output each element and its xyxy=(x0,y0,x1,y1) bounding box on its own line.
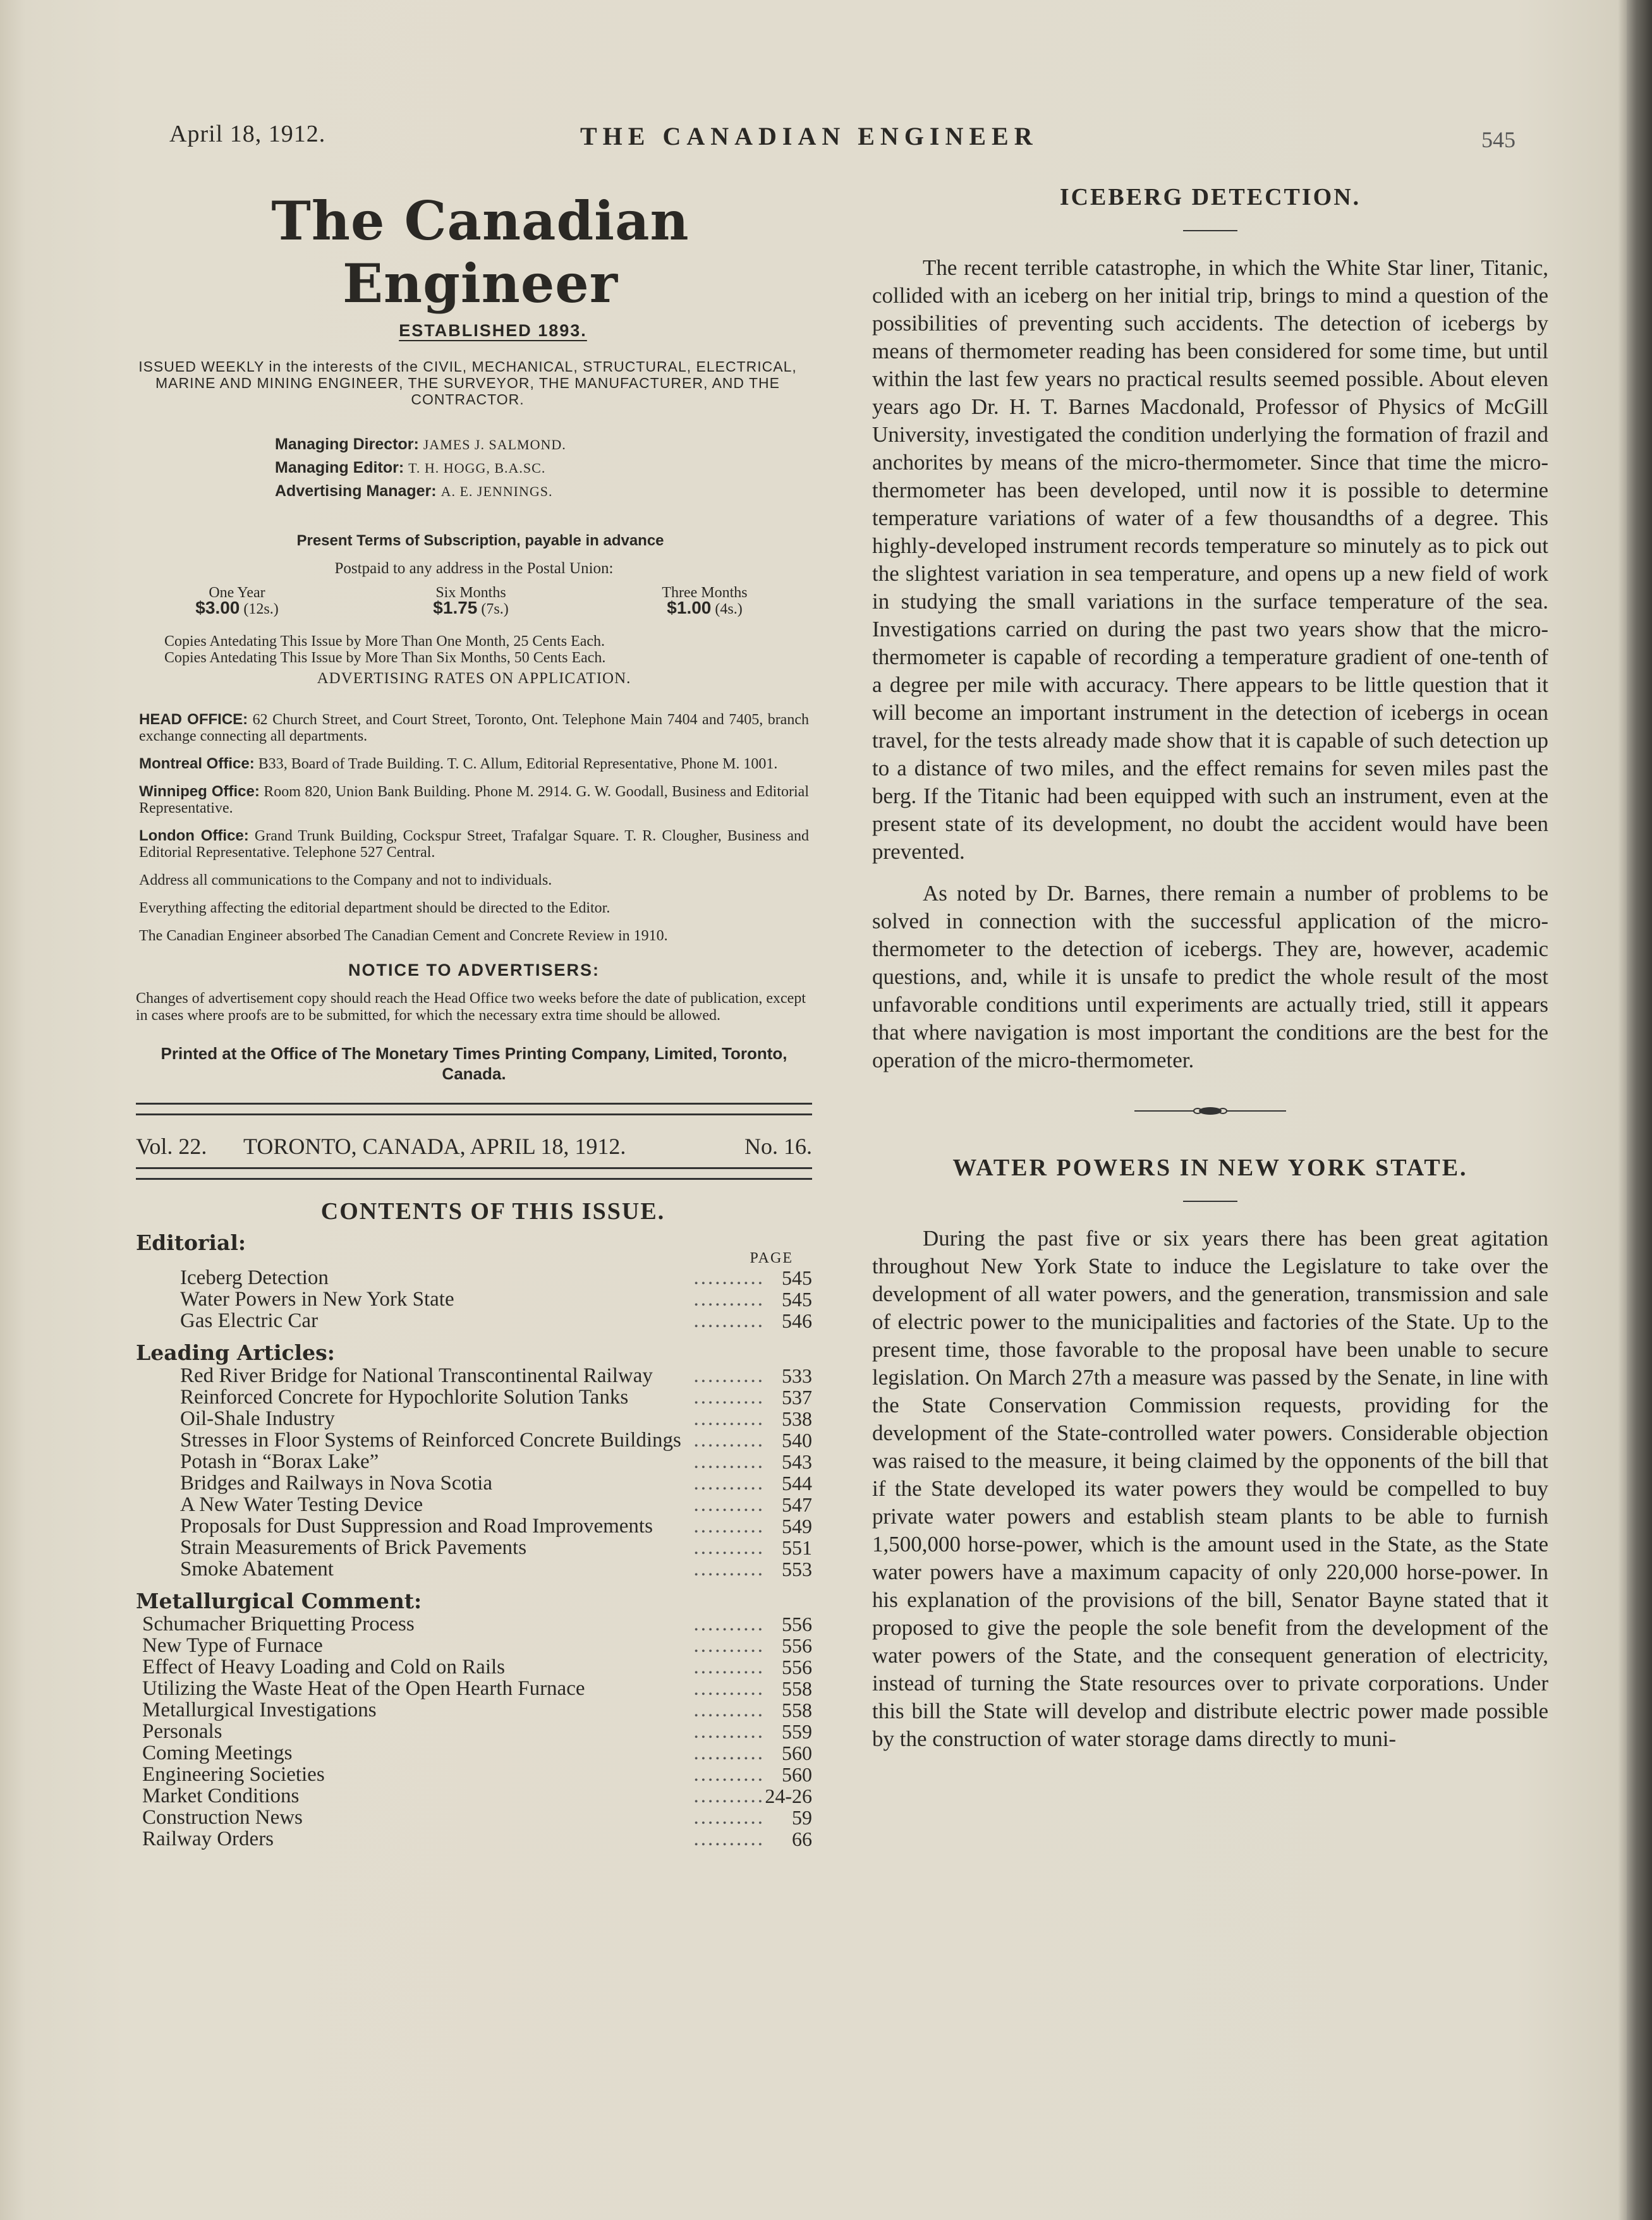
toc-leader-dots: .......... xyxy=(693,1742,765,1764)
copies-line: Copies Antedating This Issue by More Than One Month, 25 Cents Each. xyxy=(164,633,605,650)
office-list xyxy=(139,712,809,944)
toc-entry-page: 558 xyxy=(782,1699,812,1721)
price-three-months xyxy=(629,585,780,617)
price-value: $3.00 xyxy=(195,598,240,617)
toc-entry-title: Potash in “Borax Lake” xyxy=(180,1450,379,1473)
toc-entry-page: 547 xyxy=(782,1493,812,1516)
toc-entry xyxy=(142,1742,812,1764)
running-head xyxy=(169,120,1515,158)
staff-name: A. E. JENNINGS. xyxy=(440,483,553,499)
staff-list xyxy=(275,433,812,503)
toc-entry-page: 560 xyxy=(782,1742,812,1764)
office-entry xyxy=(139,900,809,916)
toc-entry-page: 540 xyxy=(782,1429,812,1452)
issue-number: No. 16. xyxy=(744,1134,812,1159)
advertising-rates: ADVERTISING RATES ON APPLICATION. xyxy=(317,670,631,687)
toc-entry xyxy=(180,1408,812,1429)
article-heading-water-powers: WATER POWERS IN NEW YORK STATE. xyxy=(952,1155,1468,1181)
toc-entry xyxy=(142,1635,812,1656)
masthead-title: The Canadian Engineer xyxy=(271,190,689,315)
toc-leader-dots: .......... xyxy=(693,1677,765,1700)
postpaid-line: Postpaid to any address in the Postal Union: xyxy=(334,560,614,577)
price-one-year xyxy=(174,585,300,617)
subscription-heading: Present Terms of Subscription, payable in advance xyxy=(296,532,664,549)
notice-heading: NOTICE TO ADVERTISERS: xyxy=(348,961,600,980)
toc-entry-title: Bridges and Railways in Nova Scotia xyxy=(180,1472,493,1495)
toc-entry xyxy=(142,1807,812,1828)
volume-number: Vol. 22. xyxy=(136,1134,207,1159)
issued-statement: ISSUED WEEKLY in the interests of the CIVIL, MECHANICAL, STRUCTURAL, ELECTRICAL, MARINE AND MINING ENGINEER, THE SURVEYOR, THE MANUFACTURER, AND THE CONTRACTOR. xyxy=(138,358,797,408)
toc-entry-title: Utilizing the Waste Heat of the Open Hearth Furnace xyxy=(142,1677,585,1700)
toc-entry-title: A New Water Testing Device xyxy=(180,1493,423,1516)
staff-row xyxy=(275,480,812,503)
paragraph: During the past five or six years there has been great agitation throughout New York State to induce the Legislature to take over the development of all water powers, and the generation, transmission and sale of electric power to the municipalities and factories of the State. Up to the present time, those favorable to the proposal have been unable to secure legislation. On March 27th a measure was passed by the Senate, in line with the State Conservation Commission requests, providing for the development of the State-controlled water powers. Considerable objection was raised to the measure, it being claimed by the opponents of the bill that if the State developed its water powers they would be compelled to buy private water powers and establish steam plants to be able to furnish 1,500,000 horse-power, which is the amount used in the State, as the State water powers have a maximum capacity of only 220,000 horse-power. In his explanation of the provisions of the bill, Senator Bayne stated that it proposed to give the people the sole benefit from the development of the water powers of the State, and the consequent generation of electricity, instead of turning the State resources over to private corporations. Under this bill the State will develop and distribute electric power made possible by the construction of water storage dams directly to muni- xyxy=(872,1226,1548,1751)
copies-line: Copies Antedating This Issue by More Than Six Months, 50 Cents Each. xyxy=(164,650,606,666)
toc-entry xyxy=(142,1721,812,1742)
toc-section-metallurgical: Metallurgical Comment: xyxy=(136,1589,422,1613)
article-body-iceberg xyxy=(872,254,1548,1074)
toc-page-header: PAGE xyxy=(750,1250,793,1266)
toc-entry-page: 545 xyxy=(782,1288,812,1311)
price-value: $1.75 xyxy=(433,598,478,617)
toc-entry-page: 545 xyxy=(782,1266,812,1289)
toc-entry xyxy=(180,1429,812,1451)
office-label: Montreal Office: xyxy=(139,755,255,772)
paragraph: As noted by Dr. Barnes, there remain a number of problems to be solved in connection with the successful application of the micro-thermometer to the detection of icebergs. They are, however, academic questions, and, while it is unsafe to predict the whole result of the most unfavorable conditions until experiments are actually tried, still it appears that where navigation is most important the conditions are the best for the operation of the micro-thermometer. xyxy=(872,881,1548,1072)
toc-leader-dots: .......... xyxy=(693,1493,765,1516)
toc-entry-title: Gas Electric Car xyxy=(180,1309,319,1332)
toc-entry-title: Personals xyxy=(142,1720,222,1743)
office-text: B33, Board of Trade Building. T. C. Allum, Editorial Representative, Phone M. 1001. xyxy=(258,756,778,772)
office-label: London Office: xyxy=(139,827,249,844)
office-text: Room 820, Union Bank Building. Phone M. 2914. G. W. Goodall, Business and Editorial Representative. xyxy=(139,784,809,816)
toc-leader-dots: .......... xyxy=(693,1720,765,1743)
toc-entry xyxy=(180,1472,812,1494)
printed-by: Printed at the Office of The Monetary Times Printing Company, Limited, Toronto, Canada. xyxy=(161,1044,787,1083)
staff-role: Managing Editor: xyxy=(275,459,404,476)
toc-entry xyxy=(180,1386,812,1408)
toc-entry-title: Oil-Shale Industry xyxy=(180,1407,335,1430)
toc-leader-dots: .......... xyxy=(693,1806,765,1829)
toc-entry-page: 543 xyxy=(782,1450,812,1473)
toc-entry xyxy=(180,1365,812,1386)
toc-list-leading-articles xyxy=(180,1365,812,1580)
office-entry xyxy=(139,784,809,816)
volume-line xyxy=(136,1128,812,1166)
toc-entry-page: 549 xyxy=(782,1515,812,1538)
office-text: Grand Trunk Building, Cockspur Street, Trafalgar Square. T. R. Clougher, Business and Editorial Representative. Telephone 527 Central. xyxy=(139,828,810,861)
established-line: ESTABLISHED 1893. xyxy=(399,321,587,340)
toc-entry xyxy=(180,1289,812,1310)
toc-entry-title: Engineering Societies xyxy=(142,1763,325,1786)
notice-text: Changes of advertisement copy should reach the Head Office two weeks before the date of publication, except in cases where proofs are to be submitted, for which the necessary extra time should be allowed. xyxy=(136,990,806,1024)
staff-name: JAMES J. SALMOND. xyxy=(423,437,566,452)
toc-leader-dots: .......... xyxy=(693,1763,765,1786)
toc-entry-title: Railway Orders xyxy=(142,1828,274,1850)
office-entry xyxy=(139,872,809,889)
office-label: HEAD OFFICE: xyxy=(139,711,248,728)
toc-entry-page: 556 xyxy=(782,1656,812,1678)
toc-section-leading-articles: Leading Articles: xyxy=(136,1340,335,1365)
running-head-title: THE CANADIAN ENGINEER xyxy=(580,122,1038,150)
toc-entry-page: 537 xyxy=(782,1386,812,1409)
office-text: Address all communications to the Company and not to individuals. xyxy=(139,872,552,889)
toc-entry-title: Construction News xyxy=(142,1806,303,1829)
toc-leader-dots: .......... xyxy=(693,1515,765,1538)
toc-entry xyxy=(180,1267,812,1289)
toc-entry-title: Market Conditions xyxy=(142,1785,300,1807)
toc-entry-title: Iceberg Detection xyxy=(180,1266,329,1289)
running-head-date: April 18, 1912. xyxy=(169,121,326,147)
price-alt: (12s.) xyxy=(243,601,279,617)
toc-section-editorial: Editorial: xyxy=(136,1230,246,1255)
toc-entry-page: 556 xyxy=(782,1634,812,1657)
left-column xyxy=(136,177,812,1850)
paragraph: The recent terrible catastrophe, in which the White Star liner, Titanic, collided with an iceberg on her initial trip, brings to mind a question of the possibilities of preventing such accidents. The detection of icebergs by means of thermometer reading has been considered for some time, but until within the last few years no practical results seemed possible. About eleven years ago Dr. H. T. Barnes Macdonald, Professor of Physics of McGill University, investigated the condition underlying the formation of frazil and anchorites by means of the micro-thermometer. Since that time the micro-thermometer has been developed, until now it is possible to determine temperature variations of water of a few thousandths of a degree. This highly-developed instrument records temperature so minutely as to pick out the slightest variation in sea temperature, and opens up a new field of work in studying the small variations in the surface temperature of the sea. Investigations carried on during the past two years show that the micro-thermometer is capable of recording a temperature gradient of one-tenth of a degree per mile with accuracy. There appears to be little question that it will become an important instrument in the detection of icebergs in ocean travel, for the tests already made show that it is capable of such detection up to a distance of two miles, and the effect remains for seven miles past the berg. If the Titanic had been equipped with such an instrument, even at the present state of its development, no doubt the accident would have been prevented. xyxy=(872,255,1548,864)
toc-entry xyxy=(142,1699,812,1721)
toc-entry-page: 551 xyxy=(782,1536,812,1559)
toc-leader-dots: .......... xyxy=(693,1364,765,1387)
toc-entry-page: 66 xyxy=(792,1828,812,1850)
toc-entry-title: Smoke Abatement xyxy=(180,1558,334,1580)
toc-entry xyxy=(142,1613,812,1635)
toc-entry-title: Strain Measurements of Brick Pavements xyxy=(180,1536,527,1559)
toc-entry-page: 538 xyxy=(782,1407,812,1430)
staff-row xyxy=(275,433,812,456)
toc-entry-page: 546 xyxy=(782,1309,812,1332)
toc-entry xyxy=(142,1656,812,1678)
toc-entry-title: Stresses in Floor Systems of Reinforced Concrete Buildings xyxy=(180,1429,681,1452)
office-entry xyxy=(139,756,809,772)
toc-leader-dots: .......... xyxy=(693,1634,765,1657)
toc-entry xyxy=(180,1515,812,1537)
section-ornament xyxy=(872,1102,1548,1122)
toc-entry-title: Metallurgical Investigations xyxy=(142,1699,377,1721)
toc-entry-title: New Type of Furnace xyxy=(142,1634,323,1657)
article-heading-iceberg: ICEBERG DETECTION. xyxy=(1059,184,1361,210)
price-six-months xyxy=(408,585,534,617)
price-table xyxy=(136,585,812,623)
toc-entry xyxy=(142,1828,812,1850)
heading-rule xyxy=(1183,1201,1237,1202)
toc-leader-dots: .......... xyxy=(693,1266,765,1289)
toc-leader-dots: .......... xyxy=(693,1429,765,1452)
toc-entry-title: Reinforced Concrete for Hypochlorite Solution Tanks xyxy=(180,1386,629,1409)
office-entry xyxy=(139,712,809,744)
toc-leader-dots: .......... xyxy=(693,1407,765,1430)
toc-leader-dots: .......... xyxy=(693,1613,765,1635)
staff-role: Advertising Manager: xyxy=(275,482,437,500)
price-value: $1.00 xyxy=(667,598,712,617)
toc-entry-page: 533 xyxy=(782,1364,812,1387)
toc-entry-page: 544 xyxy=(782,1472,812,1495)
toc-leader-dots: .......... xyxy=(693,1828,765,1850)
toc-entry-page: 559 xyxy=(782,1720,812,1743)
toc-entry-page: 558 xyxy=(782,1677,812,1700)
toc-list-editorial xyxy=(180,1267,812,1331)
toc-entry xyxy=(142,1678,812,1699)
toc-leader-dots: .......... xyxy=(693,1536,765,1559)
toc-entry-title: Effect of Heavy Loading and Cold on Rails xyxy=(142,1656,506,1678)
toc-entry xyxy=(142,1764,812,1785)
binding-edge xyxy=(1627,0,1652,2220)
toc-entry-title: Schumacher Briquetting Process xyxy=(142,1613,415,1635)
price-label: Six Months xyxy=(435,585,506,601)
toc-entry-title: Proposals for Dust Suppression and Road Improvements xyxy=(180,1515,653,1538)
office-text: Everything affecting the editorial department should be directed to the Editor. xyxy=(139,900,610,916)
toc-leader-dots: .......... xyxy=(693,1288,765,1311)
office-entry xyxy=(139,828,809,861)
toc-entry-title: Water Powers in New York State xyxy=(180,1288,454,1311)
page-number: 545 xyxy=(1481,127,1515,152)
price-label: Three Months xyxy=(662,585,748,601)
toc-entry-page: 24-26 xyxy=(765,1785,812,1807)
toc-leader-dots: .......... xyxy=(693,1386,765,1409)
office-text: 62 Church Street, and Court Street, Toronto, Ont. Telephone Main 7404 and 7405, branch exchange connecting all departments. xyxy=(139,712,809,744)
ornament-icon xyxy=(1134,1105,1286,1117)
price-alt: (4s.) xyxy=(715,601,743,617)
toc-leader-dots: .......... xyxy=(693,1472,765,1495)
toc-leader-dots: .......... xyxy=(693,1450,765,1473)
volume-place-date: TORONTO, CANADA, APRIL 18, 1912. xyxy=(243,1134,626,1159)
toc-entry-page: 556 xyxy=(782,1613,812,1635)
office-text: The Canadian Engineer absorbed The Canadian Cement and Concrete Review in 1910. xyxy=(139,928,668,944)
toc-entry-page: 560 xyxy=(782,1763,812,1786)
heading-rule xyxy=(1183,230,1237,231)
toc-entry xyxy=(180,1537,812,1558)
contents-title: CONTENTS OF THIS ISSUE. xyxy=(320,1198,665,1225)
double-rule xyxy=(136,1103,812,1115)
toc-entry-page: 59 xyxy=(792,1806,812,1829)
toc-list-metallurgical xyxy=(142,1613,812,1850)
toc-leader-dots: .......... xyxy=(693,1558,765,1580)
toc-entry xyxy=(180,1310,812,1331)
toc-entry xyxy=(142,1785,812,1807)
toc-entry xyxy=(180,1451,812,1472)
toc-entry xyxy=(180,1558,812,1580)
toc-leader-dots: .......... xyxy=(693,1309,765,1332)
toc-entry-page: 553 xyxy=(782,1558,812,1580)
price-alt: (7s.) xyxy=(481,601,509,617)
office-label: Winnipeg Office: xyxy=(139,783,260,800)
toc-leader-dots: .......... xyxy=(693,1785,765,1807)
toc-entry-title: Red River Bridge for National Transcontinental Railway xyxy=(180,1364,653,1387)
staff-row xyxy=(275,456,812,480)
right-column xyxy=(872,177,1548,1767)
copies-note xyxy=(164,633,812,666)
office-entry xyxy=(139,928,809,944)
toc-leader-dots: .......... xyxy=(693,1656,765,1678)
staff-role: Managing Director: xyxy=(275,435,419,453)
toc-leader-dots: .......... xyxy=(693,1699,765,1721)
article-body-water-powers xyxy=(872,1225,1548,1753)
toc-entry xyxy=(180,1494,812,1515)
staff-name: T. H. HOGG, B.A.SC. xyxy=(408,460,546,476)
price-label: One Year xyxy=(209,585,265,601)
toc-entry-title: Coming Meetings xyxy=(142,1742,293,1764)
double-rule xyxy=(136,1167,812,1180)
